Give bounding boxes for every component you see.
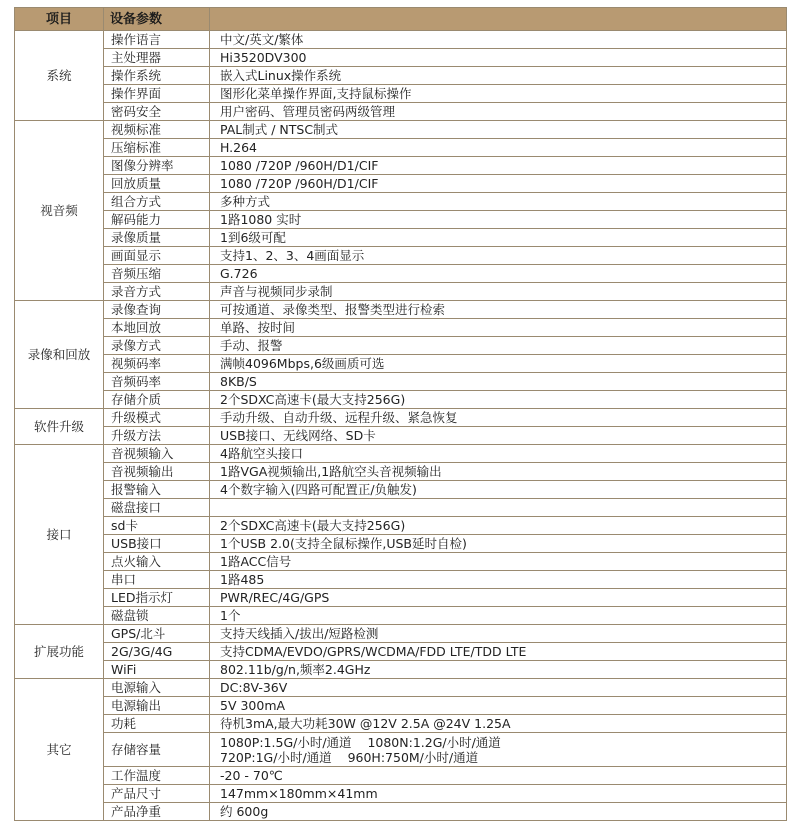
param-name: 画面显示 <box>104 247 210 265</box>
table-row <box>15 67 787 85</box>
param-name: 操作语言 <box>104 31 210 49</box>
table-row <box>15 427 787 445</box>
table-row <box>15 301 787 319</box>
table-row <box>15 139 787 157</box>
param-value: 1个USB 2.0(支持全鼠标操作,USB延时自检) <box>210 535 787 553</box>
param-value: PAL制式 / NTSC制式 <box>210 121 787 139</box>
param-name: 串口 <box>104 571 210 589</box>
param-value: 1路VGA视频输出,1路航空头音视频输出 <box>210 463 787 481</box>
param-name: 密码安全 <box>104 103 210 121</box>
table-row <box>15 283 787 301</box>
table-row <box>15 785 787 803</box>
table-row <box>15 355 787 373</box>
param-name: 升级方法 <box>104 427 210 445</box>
param-name: 电源输入 <box>104 679 210 697</box>
param-name: 回放质量 <box>104 175 210 193</box>
table-row <box>15 535 787 553</box>
param-value: 嵌入式Linux操作系统 <box>210 67 787 85</box>
param-value: USB接口、无线网络、SD卡 <box>210 427 787 445</box>
table-row <box>15 31 787 49</box>
group-label: 其它 <box>15 679 104 821</box>
param-value: 1080 /720P /960H/D1/CIF <box>210 175 787 193</box>
table-row <box>15 589 787 607</box>
param-value: -20 - 70℃ <box>210 767 787 785</box>
table-row <box>15 373 787 391</box>
param-name: 存储介质 <box>104 391 210 409</box>
spec-table <box>14 7 787 821</box>
param-value: 1路485 <box>210 571 787 589</box>
param-name: sd卡 <box>104 517 210 535</box>
param-value: 2个SDXC高速卡(最大支持256G) <box>210 517 787 535</box>
param-name: 音频码率 <box>104 373 210 391</box>
header-row <box>15 8 787 31</box>
param-value: 支持CDMA/EVDO/GPRS/WCDMA/FDD LTE/TDD LTE <box>210 643 787 661</box>
param-value: H.264 <box>210 139 787 157</box>
param-value: 1080P:1.5G/小时/通道 1080N:1.2G/小时/通道 720P:1G/小时/通道 960H:750M/小时/通道 <box>210 733 787 767</box>
param-name: 操作系统 <box>104 67 210 85</box>
param-name: 工作温度 <box>104 767 210 785</box>
param-name: 主处理器 <box>104 49 210 67</box>
param-name: 点火输入 <box>104 553 210 571</box>
param-name: 录音方式 <box>104 283 210 301</box>
param-value: 单路、按时间 <box>210 319 787 337</box>
param-name: 录像方式 <box>104 337 210 355</box>
table-row <box>15 679 787 697</box>
param-value: PWR/REC/4G/GPS <box>210 589 787 607</box>
param-value: 1路1080 实时 <box>210 211 787 229</box>
param-name: 产品尺寸 <box>104 785 210 803</box>
param-name: 音视频输出 <box>104 463 210 481</box>
table-row <box>15 767 787 785</box>
group-label: 扩展功能 <box>15 625 104 679</box>
param-value: 手动、报警 <box>210 337 787 355</box>
param-name: USB接口 <box>104 535 210 553</box>
param-name: 2G/3G/4G <box>104 643 210 661</box>
param-name: GPS/北斗 <box>104 625 210 643</box>
param-value: DC:8V-36V <box>210 679 787 697</box>
group-label: 软件升级 <box>15 409 104 445</box>
param-name: WiFi <box>104 661 210 679</box>
param-value: 147mm×180mm×41mm <box>210 785 787 803</box>
param-value: 4个数字输入(四路可配置正/负触发) <box>210 481 787 499</box>
param-name: 解码能力 <box>104 211 210 229</box>
table-row <box>15 445 787 463</box>
param-value: 手动升级、自动升级、远程升级、紧急恢复 <box>210 409 787 427</box>
header-blank <box>210 8 787 31</box>
param-name: LED指示灯 <box>104 589 210 607</box>
table-row <box>15 697 787 715</box>
table-row <box>15 499 787 517</box>
param-value: 1路ACC信号 <box>210 553 787 571</box>
param-value <box>210 499 787 517</box>
table-row <box>15 103 787 121</box>
table-row <box>15 319 787 337</box>
param-name: 图像分辨率 <box>104 157 210 175</box>
param-value: 待机3mA,最大功耗30W @12V 2.5A @24V 1.25A <box>210 715 787 733</box>
group-label: 视音频 <box>15 121 104 301</box>
table-row <box>15 193 787 211</box>
table-row <box>15 481 787 499</box>
param-value: 约 600g <box>210 803 787 821</box>
param-name: 视频码率 <box>104 355 210 373</box>
group-label: 录像和回放 <box>15 301 104 409</box>
table-row <box>15 85 787 103</box>
param-value: 可按通道、录像类型、报警类型进行检索 <box>210 301 787 319</box>
table-row <box>15 175 787 193</box>
param-value: 支持天线插入/拔出/短路检测 <box>210 625 787 643</box>
param-value: 5V 300mA <box>210 697 787 715</box>
table-row <box>15 463 787 481</box>
param-value: 多种方式 <box>210 193 787 211</box>
table-row <box>15 715 787 733</box>
param-value: 802.11b/g/n,频率2.4GHz <box>210 661 787 679</box>
param-name: 功耗 <box>104 715 210 733</box>
table-row <box>15 337 787 355</box>
table-row <box>15 265 787 283</box>
param-value: 2个SDXC高速卡(最大支持256G) <box>210 391 787 409</box>
param-value: 声音与视频同步录制 <box>210 283 787 301</box>
table-row <box>15 643 787 661</box>
param-name: 操作界面 <box>104 85 210 103</box>
param-name: 存储容量 <box>104 733 210 767</box>
param-name: 音视频输入 <box>104 445 210 463</box>
spec-body <box>15 31 787 821</box>
table-row <box>15 247 787 265</box>
param-name: 录像质量 <box>104 229 210 247</box>
table-row <box>15 409 787 427</box>
param-value: G.726 <box>210 265 787 283</box>
param-name: 本地回放 <box>104 319 210 337</box>
param-name: 磁盘接口 <box>104 499 210 517</box>
param-value: 4路航空头接口 <box>210 445 787 463</box>
param-name: 音频压缩 <box>104 265 210 283</box>
param-value: 满帧4096Mbps,6级画质可选 <box>210 355 787 373</box>
param-value: 1个 <box>210 607 787 625</box>
param-name: 组合方式 <box>104 193 210 211</box>
param-value: Hi3520DV300 <box>210 49 787 67</box>
table-row <box>15 157 787 175</box>
table-row <box>15 517 787 535</box>
param-value: 1到6级可配 <box>210 229 787 247</box>
param-name: 录像查询 <box>104 301 210 319</box>
header-params: 设备参数 <box>104 8 210 31</box>
param-name: 磁盘锁 <box>104 607 210 625</box>
table-row <box>15 211 787 229</box>
table-row <box>15 121 787 139</box>
param-name: 报警输入 <box>104 481 210 499</box>
param-value: 图形化菜单操作界面,支持鼠标操作 <box>210 85 787 103</box>
param-value: 用户密码、管理员密码两级管理 <box>210 103 787 121</box>
table-row <box>15 571 787 589</box>
param-value: 1080 /720P /960H/D1/CIF <box>210 157 787 175</box>
header-item: 项目 <box>15 8 104 31</box>
param-value: 支持1、2、3、4画面显示 <box>210 247 787 265</box>
table-row <box>15 803 787 821</box>
table-row <box>15 553 787 571</box>
param-name: 视频标准 <box>104 121 210 139</box>
table-row <box>15 391 787 409</box>
param-name: 压缩标准 <box>104 139 210 157</box>
table-row <box>15 733 787 767</box>
table-row <box>15 625 787 643</box>
table-row <box>15 607 787 625</box>
table-row <box>15 229 787 247</box>
table-row <box>15 661 787 679</box>
param-name: 升级模式 <box>104 409 210 427</box>
param-value: 中文/英文/繁体 <box>210 31 787 49</box>
group-label: 接口 <box>15 445 104 625</box>
table-row <box>15 49 787 67</box>
param-name: 电源输出 <box>104 697 210 715</box>
param-value: 8KB/S <box>210 373 787 391</box>
group-label: 系统 <box>15 31 104 121</box>
param-name: 产品净重 <box>104 803 210 821</box>
